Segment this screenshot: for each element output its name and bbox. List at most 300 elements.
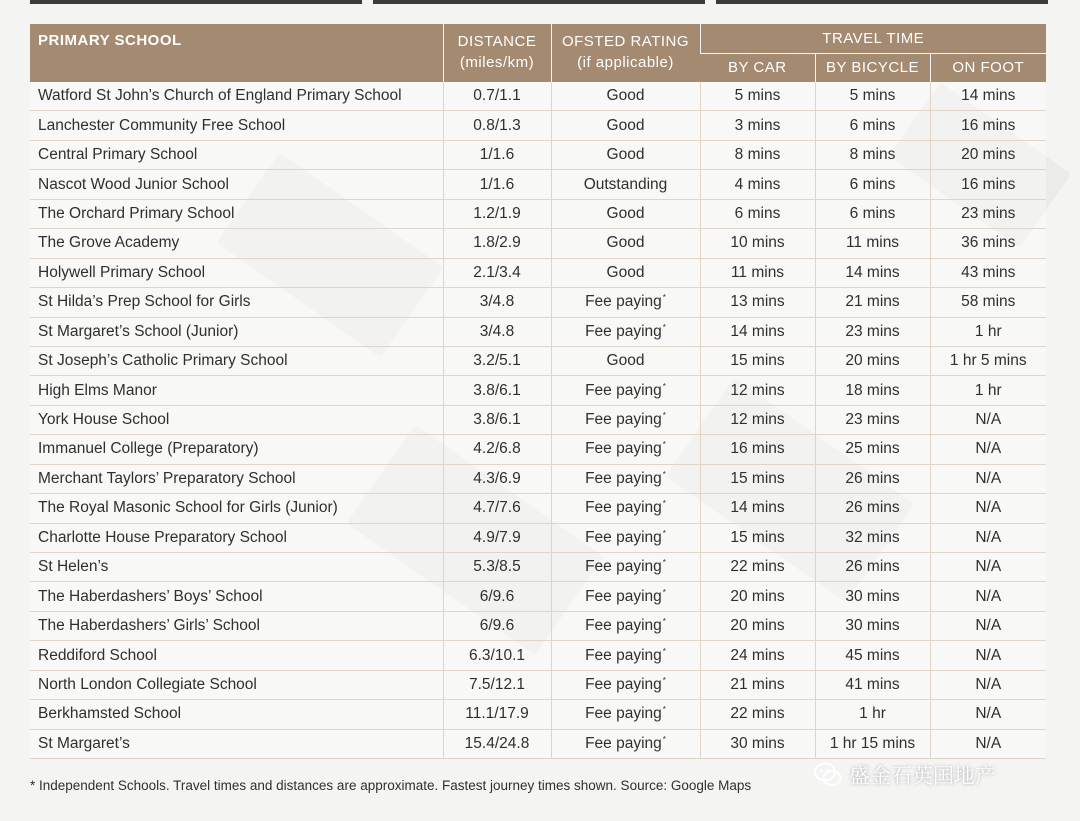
school-name-cell bbox=[30, 435, 443, 464]
travel-foot-cell bbox=[930, 140, 1046, 169]
travel-car-text: 5 mins bbox=[734, 87, 781, 105]
travel-bicycle-text: 41 mins bbox=[845, 675, 900, 693]
distance-text: 0.8/1.3 bbox=[473, 116, 521, 134]
header-by-car: BY CAR bbox=[700, 53, 815, 82]
travel-bicycle-text: 1 hr 15 mins bbox=[829, 734, 916, 752]
travel-car-cell bbox=[700, 82, 815, 111]
travel-car-cell bbox=[700, 170, 815, 199]
travel-foot-cell bbox=[930, 376, 1046, 405]
travel-bicycle-cell bbox=[815, 700, 930, 729]
ofsted-rating-text: Fee paying bbox=[585, 499, 662, 517]
school-name-text: St Hilda’s Prep School for Girls bbox=[38, 293, 251, 311]
header-distance bbox=[443, 24, 551, 82]
travel-car-cell bbox=[700, 435, 815, 464]
travel-bicycle-cell bbox=[815, 582, 930, 611]
distance-cell bbox=[443, 317, 551, 346]
travel-foot-cell bbox=[930, 435, 1046, 464]
travel-bicycle-cell bbox=[815, 405, 930, 434]
ofsted-rating-text: Fee paying bbox=[585, 617, 662, 635]
ofsted-rating-text: Fee paying bbox=[585, 558, 662, 576]
school-name-text: St Margaret’s bbox=[38, 734, 130, 752]
travel-car-cell bbox=[700, 523, 815, 552]
distance-cell bbox=[443, 111, 551, 140]
table-row bbox=[30, 317, 1046, 346]
travel-bicycle-text: 6 mins bbox=[849, 175, 896, 193]
travel-car-cell bbox=[700, 258, 815, 287]
travel-foot-cell bbox=[930, 258, 1046, 287]
travel-car-cell bbox=[700, 494, 815, 523]
travel-bicycle-text: 23 mins bbox=[845, 411, 900, 429]
travel-foot-cell bbox=[930, 405, 1046, 434]
travel-bicycle-text: 20 mins bbox=[845, 352, 900, 370]
travel-foot-cell bbox=[930, 611, 1046, 640]
travel-foot-cell bbox=[930, 346, 1046, 375]
travel-foot-cell bbox=[930, 494, 1046, 523]
school-name-text: The Grove Academy bbox=[38, 234, 180, 252]
travel-car-cell bbox=[700, 346, 815, 375]
travel-bicycle-cell bbox=[815, 199, 930, 228]
table-row bbox=[30, 553, 1046, 582]
distance-text: 4.2/6.8 bbox=[473, 440, 521, 458]
ofsted-rating-text: Fee paying bbox=[585, 587, 662, 605]
travel-bicycle-text: 26 mins bbox=[845, 558, 900, 576]
table-row bbox=[30, 523, 1046, 552]
fee-paying-marker: * bbox=[662, 617, 666, 627]
distance-text: 3.8/6.1 bbox=[473, 411, 521, 429]
distance-cell bbox=[443, 523, 551, 552]
ofsted-rating-text: Good bbox=[606, 234, 645, 252]
travel-foot-text: N/A bbox=[975, 617, 1002, 635]
travel-foot-text: N/A bbox=[975, 675, 1002, 693]
ofsted-rating-cell bbox=[551, 523, 700, 552]
school-name-text: Charlotte House Preparatory School bbox=[38, 528, 287, 546]
travel-car-text: 15 mins bbox=[730, 528, 785, 546]
ofsted-rating-text: Good bbox=[606, 204, 645, 222]
school-name-cell bbox=[30, 700, 443, 729]
ofsted-rating-cell bbox=[551, 700, 700, 729]
ofsted-rating-cell bbox=[551, 376, 700, 405]
school-name-text: St Helen’s bbox=[38, 558, 109, 576]
travel-car-text: 15 mins bbox=[730, 352, 785, 370]
fee-paying-marker: * bbox=[662, 646, 666, 656]
distance-text: 15.4/24.8 bbox=[464, 734, 530, 752]
fee-paying-marker: * bbox=[662, 734, 666, 744]
travel-car-text: 21 mins bbox=[730, 675, 785, 693]
table-row bbox=[30, 258, 1046, 287]
travel-car-text: 22 mins bbox=[730, 558, 785, 576]
school-name-text: Reddiford School bbox=[38, 646, 157, 664]
ofsted-rating-text: Fee paying bbox=[585, 528, 662, 546]
ofsted-rating-cell bbox=[551, 140, 700, 169]
travel-bicycle-cell bbox=[815, 729, 930, 758]
ofsted-rating-cell bbox=[551, 494, 700, 523]
table-row bbox=[30, 435, 1046, 464]
school-name-cell bbox=[30, 170, 443, 199]
school-name-text: Merchant Taylors’ Preparatory School bbox=[38, 469, 296, 487]
distance-text: 1/1.6 bbox=[479, 175, 515, 193]
ofsted-rating-cell bbox=[551, 258, 700, 287]
school-name-text: Watford St John’s Church of England Primary School bbox=[38, 87, 402, 105]
travel-bicycle-cell bbox=[815, 435, 930, 464]
fee-paying-marker: * bbox=[662, 381, 666, 391]
travel-car-cell bbox=[700, 317, 815, 346]
travel-bicycle-text: 25 mins bbox=[845, 440, 900, 458]
ofsted-rating-cell bbox=[551, 346, 700, 375]
distance-text: 3/4.8 bbox=[479, 293, 515, 311]
table-row bbox=[30, 288, 1046, 317]
travel-bicycle-text: 1 hr bbox=[859, 705, 886, 723]
table-row bbox=[30, 170, 1046, 199]
ofsted-rating-text: Fee paying bbox=[585, 705, 662, 723]
distance-cell bbox=[443, 582, 551, 611]
travel-foot-text: 36 mins bbox=[961, 234, 1016, 252]
travel-car-cell bbox=[700, 111, 815, 140]
school-name-cell bbox=[30, 405, 443, 434]
travel-car-text: 12 mins bbox=[730, 381, 785, 399]
distance-cell bbox=[443, 464, 551, 493]
travel-car-text: 12 mins bbox=[730, 411, 785, 429]
travel-bicycle-cell bbox=[815, 553, 930, 582]
distance-cell bbox=[443, 494, 551, 523]
travel-car-text: 24 mins bbox=[730, 646, 785, 664]
travel-foot-cell bbox=[930, 229, 1046, 258]
distance-cell bbox=[443, 376, 551, 405]
header-ofsted-note: (if applicable) bbox=[577, 54, 674, 71]
fee-paying-marker: * bbox=[662, 440, 666, 450]
ofsted-rating-cell bbox=[551, 199, 700, 228]
distance-cell bbox=[443, 170, 551, 199]
travel-foot-text: 16 mins bbox=[961, 175, 1016, 193]
distance-text: 4.3/6.9 bbox=[473, 469, 521, 487]
distance-text: 1/1.6 bbox=[479, 146, 515, 164]
distance-cell bbox=[443, 140, 551, 169]
table-row bbox=[30, 229, 1046, 258]
distance-text: 3.2/5.1 bbox=[473, 352, 521, 370]
distance-text: 1.2/1.9 bbox=[473, 204, 521, 222]
watermark-text: 盛金石英国地产 bbox=[849, 765, 996, 788]
travel-foot-text: N/A bbox=[975, 440, 1002, 458]
travel-foot-cell bbox=[930, 82, 1046, 111]
distance-text: 4.9/7.9 bbox=[473, 528, 521, 546]
ofsted-rating-cell bbox=[551, 82, 700, 111]
travel-car-cell bbox=[700, 376, 815, 405]
table-header bbox=[30, 24, 1046, 82]
ofsted-rating-text: Fee paying bbox=[585, 734, 662, 752]
school-name-cell bbox=[30, 611, 443, 640]
ofsted-rating-text: Fee paying bbox=[585, 411, 662, 429]
distance-cell bbox=[443, 258, 551, 287]
travel-car-text: 16 mins bbox=[730, 440, 785, 458]
travel-foot-text: N/A bbox=[975, 469, 1002, 487]
travel-foot-text: N/A bbox=[975, 646, 1002, 664]
distance-cell bbox=[443, 611, 551, 640]
ofsted-rating-cell bbox=[551, 670, 700, 699]
travel-car-cell bbox=[700, 582, 815, 611]
school-name-cell bbox=[30, 553, 443, 582]
wechat-icon bbox=[813, 760, 843, 790]
distance-cell bbox=[443, 700, 551, 729]
travel-bicycle-cell bbox=[815, 317, 930, 346]
school-name-text: Central Primary School bbox=[38, 146, 198, 164]
travel-foot-text: N/A bbox=[975, 528, 1002, 546]
travel-foot-text: 23 mins bbox=[961, 204, 1016, 222]
school-name-cell bbox=[30, 199, 443, 228]
travel-bicycle-cell bbox=[815, 376, 930, 405]
school-name-cell bbox=[30, 523, 443, 552]
travel-bicycle-cell bbox=[815, 494, 930, 523]
ofsted-rating-text: Good bbox=[606, 263, 645, 281]
school-name-text: St Joseph’s Catholic Primary School bbox=[38, 352, 288, 370]
school-name-cell bbox=[30, 729, 443, 758]
travel-bicycle-cell bbox=[815, 523, 930, 552]
school-name-cell bbox=[30, 317, 443, 346]
school-name-text: North London Collegiate School bbox=[38, 675, 257, 693]
table-row bbox=[30, 140, 1046, 169]
school-name-cell bbox=[30, 494, 443, 523]
table-row bbox=[30, 641, 1046, 670]
travel-car-cell bbox=[700, 553, 815, 582]
travel-car-text: 14 mins bbox=[730, 322, 785, 340]
header-ofsted-title: OFSTED RATING bbox=[561, 33, 690, 50]
school-name-cell bbox=[30, 140, 443, 169]
travel-bicycle-cell bbox=[815, 641, 930, 670]
table-row bbox=[30, 82, 1046, 111]
school-name-text: St Margaret’s School (Junior) bbox=[38, 322, 239, 340]
fee-paying-marker: * bbox=[662, 499, 666, 509]
fee-paying-marker: * bbox=[662, 411, 666, 421]
school-name-text: High Elms Manor bbox=[38, 381, 157, 399]
travel-foot-cell bbox=[930, 170, 1046, 199]
table-row bbox=[30, 729, 1046, 758]
distance-cell bbox=[443, 346, 551, 375]
school-name-cell bbox=[30, 288, 443, 317]
table-row bbox=[30, 405, 1046, 434]
travel-car-text: 3 mins bbox=[734, 116, 781, 134]
school-name-cell bbox=[30, 641, 443, 670]
travel-bicycle-cell bbox=[815, 258, 930, 287]
school-name-cell bbox=[30, 582, 443, 611]
travel-foot-cell bbox=[930, 288, 1046, 317]
ofsted-rating-text: Fee paying bbox=[585, 322, 662, 340]
fee-paying-marker: * bbox=[662, 322, 666, 332]
distance-text: 2.1/3.4 bbox=[473, 263, 521, 281]
header-on-foot: ON FOOT bbox=[930, 53, 1046, 82]
travel-bicycle-text: 6 mins bbox=[849, 116, 896, 134]
travel-car-cell bbox=[700, 229, 815, 258]
ofsted-rating-text: Outstanding bbox=[583, 175, 668, 193]
ofsted-rating-cell bbox=[551, 288, 700, 317]
travel-foot-cell bbox=[930, 523, 1046, 552]
distance-text: 4.7/7.6 bbox=[473, 499, 521, 517]
travel-bicycle-cell bbox=[815, 611, 930, 640]
distance-cell bbox=[443, 670, 551, 699]
header-distance-title: DISTANCE bbox=[457, 33, 537, 50]
fee-paying-marker: * bbox=[662, 528, 666, 538]
travel-bicycle-cell bbox=[815, 82, 930, 111]
travel-car-cell bbox=[700, 405, 815, 434]
travel-foot-cell bbox=[930, 199, 1046, 228]
distance-cell bbox=[443, 288, 551, 317]
travel-bicycle-text: 11 mins bbox=[845, 234, 900, 252]
travel-bicycle-text: 30 mins bbox=[845, 587, 900, 605]
travel-bicycle-text: 6 mins bbox=[849, 204, 896, 222]
ofsted-rating-cell bbox=[551, 582, 700, 611]
travel-foot-cell bbox=[930, 553, 1046, 582]
header-distance-unit: (miles/km) bbox=[459, 54, 535, 71]
ofsted-rating-cell bbox=[551, 111, 700, 140]
travel-car-cell bbox=[700, 611, 815, 640]
ofsted-rating-text: Good bbox=[606, 87, 645, 105]
travel-bicycle-cell bbox=[815, 140, 930, 169]
travel-bicycle-text: 45 mins bbox=[845, 646, 900, 664]
ofsted-rating-text: Fee paying bbox=[585, 646, 662, 664]
ofsted-rating-cell bbox=[551, 611, 700, 640]
school-name-text: Immanuel College (Preparatory) bbox=[38, 440, 259, 458]
school-name-text: Nascot Wood Junior School bbox=[38, 175, 229, 193]
table-row bbox=[30, 111, 1046, 140]
travel-bicycle-cell bbox=[815, 111, 930, 140]
travel-foot-text: 1 hr bbox=[974, 381, 1002, 399]
ofsted-rating-cell bbox=[551, 729, 700, 758]
footnote: * Independent Schools. Travel times and distances are approximate. Fastest journey times shown. Source: Google Maps bbox=[30, 778, 752, 793]
travel-car-text: 10 mins bbox=[730, 234, 785, 252]
distance-cell bbox=[443, 405, 551, 434]
travel-foot-text: 1 hr 5 mins bbox=[949, 352, 1027, 370]
travel-foot-text: N/A bbox=[975, 558, 1002, 576]
travel-bicycle-text: 5 mins bbox=[849, 87, 896, 105]
travel-bicycle-text: 8 mins bbox=[849, 146, 896, 164]
distance-text: 1.8/2.9 bbox=[473, 234, 521, 252]
travel-car-cell bbox=[700, 729, 815, 758]
school-name-text: Berkhamsted School bbox=[38, 705, 182, 723]
travel-foot-text: N/A bbox=[975, 499, 1002, 517]
travel-foot-text: 58 mins bbox=[961, 293, 1016, 311]
ofsted-rating-text: Fee paying bbox=[585, 381, 662, 399]
table-row bbox=[30, 199, 1046, 228]
travel-car-cell bbox=[700, 464, 815, 493]
ofsted-rating-text: Fee paying bbox=[585, 440, 662, 458]
distance-text: 3.8/6.1 bbox=[473, 381, 521, 399]
school-name-cell bbox=[30, 82, 443, 111]
travel-car-text: 14 mins bbox=[730, 499, 785, 517]
travel-car-cell bbox=[700, 700, 815, 729]
ofsted-rating-cell bbox=[551, 435, 700, 464]
distance-text: 0.7/1.1 bbox=[473, 87, 521, 105]
travel-car-text: 4 mins bbox=[734, 175, 781, 193]
distance-text: 6/9.6 bbox=[479, 587, 515, 605]
travel-car-cell bbox=[700, 288, 815, 317]
travel-foot-text: 14 mins bbox=[961, 87, 1016, 105]
school-name-text: Lanchester Community Free School bbox=[38, 116, 286, 134]
travel-foot-cell bbox=[930, 641, 1046, 670]
ofsted-rating-cell bbox=[551, 317, 700, 346]
travel-foot-cell bbox=[930, 670, 1046, 699]
distance-cell bbox=[443, 229, 551, 258]
travel-bicycle-cell bbox=[815, 670, 930, 699]
top-divider bbox=[30, 0, 362, 4]
travel-bicycle-cell bbox=[815, 288, 930, 317]
travel-foot-cell bbox=[930, 111, 1046, 140]
school-name-cell bbox=[30, 670, 443, 699]
travel-foot-cell bbox=[930, 700, 1046, 729]
travel-bicycle-text: 23 mins bbox=[845, 322, 900, 340]
travel-foot-cell bbox=[930, 317, 1046, 346]
fee-paying-marker: * bbox=[662, 587, 666, 597]
travel-car-text: 15 mins bbox=[730, 469, 785, 487]
travel-car-text: 6 mins bbox=[734, 204, 781, 222]
fee-paying-marker: * bbox=[662, 293, 666, 303]
distance-cell bbox=[443, 553, 551, 582]
table-row bbox=[30, 582, 1046, 611]
travel-car-text: 22 mins bbox=[730, 705, 785, 723]
school-name-text: York House School bbox=[38, 411, 170, 429]
ofsted-rating-text: Fee paying bbox=[585, 293, 662, 311]
ofsted-rating-text: Good bbox=[606, 116, 645, 134]
travel-foot-text: 43 mins bbox=[961, 263, 1016, 281]
school-name-cell bbox=[30, 376, 443, 405]
table-row bbox=[30, 670, 1046, 699]
school-name-text: The Haberdashers’ Boys’ School bbox=[38, 587, 263, 605]
top-divider bbox=[373, 0, 705, 4]
travel-bicycle-cell bbox=[815, 464, 930, 493]
fee-paying-marker: * bbox=[662, 558, 666, 568]
travel-foot-text: 20 mins bbox=[961, 146, 1016, 164]
travel-car-text: 13 mins bbox=[730, 293, 785, 311]
fee-paying-marker: * bbox=[662, 675, 666, 685]
ofsted-rating-cell bbox=[551, 464, 700, 493]
travel-bicycle-text: 26 mins bbox=[845, 469, 900, 487]
header-by-bicycle: BY BICYCLE bbox=[815, 53, 930, 82]
schools-table-container bbox=[30, 24, 1046, 759]
fee-paying-marker: * bbox=[662, 705, 666, 715]
travel-bicycle-text: 32 mins bbox=[845, 528, 900, 546]
travel-foot-text: N/A bbox=[975, 587, 1002, 605]
travel-bicycle-text: 26 mins bbox=[845, 499, 900, 517]
travel-foot-text: 1 hr bbox=[974, 322, 1002, 340]
header-travel-time: TRAVEL TIME bbox=[700, 24, 1046, 53]
travel-foot-cell bbox=[930, 729, 1046, 758]
travel-bicycle-cell bbox=[815, 170, 930, 199]
ofsted-rating-cell bbox=[551, 405, 700, 434]
school-name-cell bbox=[30, 464, 443, 493]
school-name-text: The Orchard Primary School bbox=[38, 204, 235, 222]
table-body bbox=[30, 82, 1046, 759]
ofsted-rating-text: Fee paying bbox=[585, 469, 662, 487]
top-divider bbox=[716, 0, 1048, 4]
ofsted-rating-cell bbox=[551, 641, 700, 670]
school-name-cell bbox=[30, 258, 443, 287]
ofsted-rating-text: Good bbox=[606, 352, 645, 370]
distance-text: 6.3/10.1 bbox=[468, 646, 526, 664]
travel-car-text: 20 mins bbox=[730, 587, 785, 605]
header-ofsted bbox=[551, 24, 700, 82]
travel-foot-text: N/A bbox=[975, 734, 1002, 752]
travel-bicycle-cell bbox=[815, 346, 930, 375]
travel-foot-cell bbox=[930, 464, 1046, 493]
distance-text: 5.3/8.5 bbox=[473, 558, 521, 576]
travel-car-text: 11 mins bbox=[730, 263, 785, 281]
ofsted-rating-cell bbox=[551, 229, 700, 258]
watermark bbox=[813, 758, 996, 792]
travel-foot-cell bbox=[930, 582, 1046, 611]
school-name-text: The Haberdashers’ Girls’ School bbox=[38, 617, 260, 635]
travel-foot-text: N/A bbox=[975, 411, 1002, 429]
school-name-cell bbox=[30, 111, 443, 140]
travel-car-cell bbox=[700, 670, 815, 699]
travel-car-text: 20 mins bbox=[730, 617, 785, 635]
distance-cell bbox=[443, 729, 551, 758]
travel-bicycle-cell bbox=[815, 229, 930, 258]
